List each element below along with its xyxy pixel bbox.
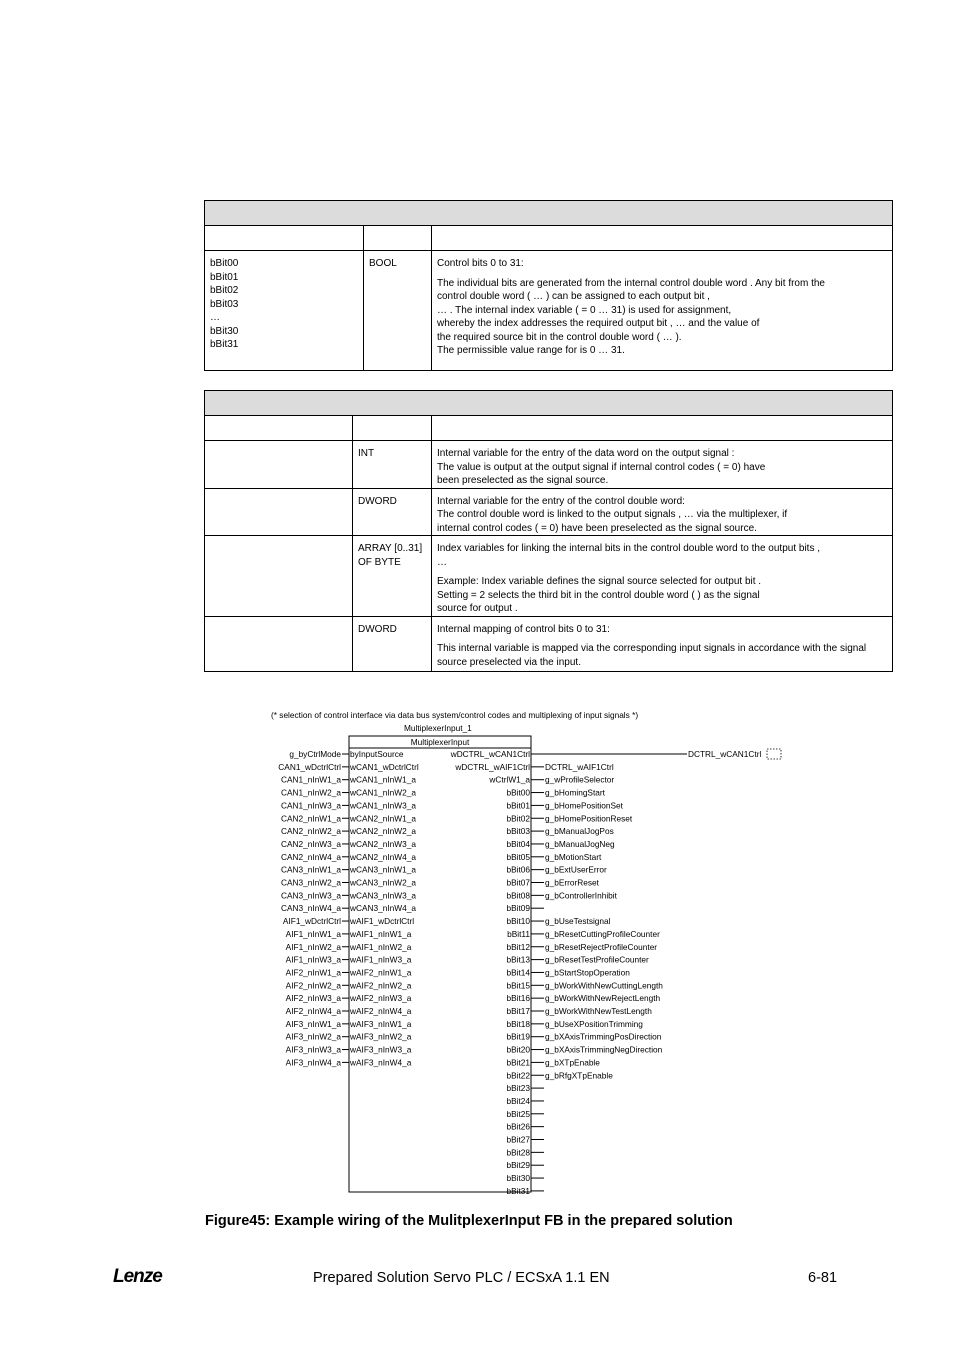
output-signal-label: g_bManualJogNeg bbox=[545, 838, 615, 849]
type-cell: INT bbox=[353, 441, 432, 489]
table-head-cell bbox=[353, 416, 432, 441]
description-cell bbox=[432, 488, 893, 536]
input-signal-label: CAN1_nInW2_a bbox=[281, 787, 341, 798]
output-signal-label: g_bHomingStart bbox=[545, 787, 605, 798]
input-signal-label: CAN2_nInW3_a bbox=[281, 838, 341, 849]
input-pin-label: wCAN3_nInW4_a bbox=[350, 903, 416, 914]
input-signal-label: CAN3_nInW4_a bbox=[281, 903, 341, 914]
desc-line: Index variables for linking the internal bits in the control double word to the output bits , bbox=[437, 543, 821, 554]
bit-name: bBit31 bbox=[210, 339, 239, 350]
desc-line: … bbox=[437, 556, 447, 568]
input-pin-label: wAIF1_nInW2_a bbox=[350, 941, 412, 952]
input-pin-label: wCAN1_nInW2_a bbox=[350, 787, 416, 798]
input-signal-label: CAN2_nInW4_a bbox=[281, 851, 341, 862]
input-pin-label: wCAN1_nInW3_a bbox=[350, 800, 416, 811]
input-signal-label: AIF2_nInW2_a bbox=[285, 980, 341, 991]
output-signal-label: g_bExtUserError bbox=[545, 864, 607, 875]
output-signal-label: g_bResetTestProfileCounter bbox=[545, 954, 649, 965]
input-pin-label: wAIF1_nInW3_a bbox=[350, 954, 412, 965]
output-signal-label: g_wProfileSelector bbox=[545, 774, 615, 785]
output-signal-label: g_bErrorReset bbox=[545, 877, 599, 888]
desc-line: whereby the index addresses the required output bit , … and the value of bbox=[437, 318, 760, 329]
input-pin-label: wCAN2_nInW3_a bbox=[350, 838, 416, 849]
bit-name: bBit03 bbox=[210, 298, 239, 310]
output-connector-box bbox=[767, 749, 781, 759]
table-row bbox=[205, 441, 893, 489]
input-pin-label: wAIF1_nInW1_a bbox=[350, 928, 412, 939]
table-head-cell bbox=[432, 416, 893, 441]
input-pin-label: wAIF2_nInW2_a bbox=[350, 980, 412, 991]
input-signal-label: CAN1_nInW1_a bbox=[281, 774, 341, 785]
type-cell bbox=[353, 536, 432, 617]
diagram-comment: (* selection of control interface via data bus system/control codes and multiplexing of input signals *) bbox=[271, 710, 639, 720]
output-signal-label: DCTRL_wAIF1Ctrl bbox=[545, 761, 614, 772]
output-pin-label: wCtrlW1_a bbox=[489, 774, 530, 785]
output-signal-label: g_bUseXPositionTrimming bbox=[545, 1018, 643, 1029]
desc-line: Internal variable for the entry of the data word on the output signal : bbox=[437, 448, 735, 459]
output-signal-label: g_bXTpEnable bbox=[545, 1057, 600, 1068]
name-cell bbox=[205, 488, 353, 536]
output-pin-label: bBit21 bbox=[506, 1057, 530, 1068]
output-pin-label: bBit27 bbox=[506, 1134, 530, 1145]
input-pin-label: wAIF2_nInW4_a bbox=[350, 1006, 412, 1016]
name-cell bbox=[205, 616, 353, 671]
bit-name: bBit30 bbox=[210, 325, 239, 337]
input-pin-label: wCAN2_nInW2_a bbox=[350, 826, 416, 837]
output-pin-label: bBit05 bbox=[506, 851, 530, 862]
desc-line: The value is output at the output signal if internal control codes ( = 0) have bbox=[437, 461, 766, 473]
input-pin-label: byInputSource bbox=[350, 749, 404, 759]
output-pin-label: wDCTRL_wAIF1Ctrl bbox=[455, 761, 530, 772]
output-pin-label: bBit26 bbox=[506, 1121, 530, 1132]
output-signal-label: g_bResetCuttingProfileCounter bbox=[545, 928, 660, 939]
input-signal-label: AIF2_nInW4_a bbox=[285, 1006, 341, 1016]
input-pin-label: wAIF2_nInW1_a bbox=[350, 967, 412, 978]
input-signal-label: AIF3_nInW4_a bbox=[285, 1057, 341, 1068]
desc-line: Internal mapping of control bits 0 to 31: bbox=[437, 623, 610, 635]
bit-name: … bbox=[210, 312, 220, 323]
desc-line: This internal variable is mapped via the corresponding input signals in accordance with the signal bbox=[437, 643, 867, 654]
output-pin-label: bBit15 bbox=[506, 980, 530, 991]
table-row bbox=[205, 616, 893, 671]
output-pin-label: bBit11 bbox=[507, 928, 530, 939]
outputs-table bbox=[204, 200, 893, 371]
input-pin-label: wCAN1_wDctrlCtrl bbox=[350, 761, 419, 772]
input-signal-label: AIF3_nInW3_a bbox=[285, 1044, 341, 1055]
description-cell bbox=[432, 441, 893, 489]
output-signal-label: g_bXAxisTrimmingPosDirection bbox=[545, 1031, 662, 1042]
output-signal-label: g_bXAxisTrimmingNegDirection bbox=[545, 1044, 663, 1055]
output-signal-label: g_bMotionStart bbox=[545, 851, 602, 862]
desc-line: source for output . bbox=[437, 603, 518, 614]
input-signal-label: CAN3_nInW3_a bbox=[281, 890, 341, 901]
desc-line: The individual bits are generated from the internal control double word . Any bit from the bbox=[437, 277, 825, 289]
input-signal-label: AIF1_nInW1_a bbox=[285, 928, 341, 939]
bit-name: bBit00 bbox=[210, 258, 239, 269]
table-head-cell bbox=[364, 226, 432, 251]
output-signal-label: g_bUseTestsignal bbox=[545, 916, 611, 927]
output-pin-label: bBit07 bbox=[506, 877, 530, 888]
input-signal-label: CAN1_wDctrlCtrl bbox=[278, 761, 341, 772]
type-line: ARRAY [0..31] bbox=[358, 543, 423, 554]
table-head-cell bbox=[205, 226, 364, 251]
name-cell bbox=[205, 536, 353, 617]
input-pin-label: wAIF2_nInW3_a bbox=[350, 993, 412, 1004]
input-pin-label: wCAN2_nInW1_a bbox=[350, 813, 416, 824]
output-pin-label: bBit20 bbox=[506, 1044, 530, 1055]
output-pin-label: bBit08 bbox=[506, 890, 530, 901]
output-signal-label: g_bWorkWithNewCuttingLength bbox=[545, 980, 663, 991]
output-signal-label: g_bRfgXTpEnable bbox=[545, 1070, 613, 1081]
output-pin-label: bBit01 bbox=[506, 800, 530, 811]
output-pin-label: bBit09 bbox=[506, 903, 530, 914]
output-pin-label: bBit18 bbox=[506, 1018, 530, 1029]
desc-line: … . The internal index variable ( = 0 … 31) is used for assignment, bbox=[437, 304, 732, 316]
internal-variables-table bbox=[204, 390, 893, 672]
input-pin-label: wCAN3_nInW2_a bbox=[350, 877, 416, 888]
desc-line: the required source bit in the control double word ( … ). bbox=[437, 331, 682, 343]
output-pin-label: bBit04 bbox=[506, 838, 530, 849]
output-signal-label: g_bStartStopOperation bbox=[545, 967, 630, 978]
block-type: MultiplexerInput bbox=[410, 737, 470, 747]
output-pin-label: bBit28 bbox=[506, 1147, 530, 1158]
table-head-cell bbox=[432, 226, 893, 251]
output-signal-label: g_bControllerInhibit bbox=[545, 890, 617, 901]
output-pin-label: bBit06 bbox=[506, 864, 530, 875]
output-pin-label: bBit14 bbox=[506, 967, 530, 978]
type-line: OF BYTE bbox=[358, 556, 401, 568]
output-signal-label: g_bWorkWithNewTestLength bbox=[545, 1006, 652, 1016]
output-pin-label: bBit13 bbox=[506, 954, 530, 965]
table-title-row bbox=[205, 201, 893, 226]
table-row bbox=[205, 251, 893, 371]
input-pin-label: wAIF3_nInW2_a bbox=[350, 1031, 412, 1042]
footer-title: Prepared Solution Servo PLC / ECSxA 1.1 EN bbox=[313, 1270, 610, 1286]
output-signal-label: g_bHomePositionReset bbox=[545, 813, 633, 824]
desc-line: been preselected as the signal source. bbox=[437, 475, 609, 486]
pin-group bbox=[278, 749, 781, 1196]
desc-line: The control double word is linked to the output signals , … via the multiplexer, if bbox=[437, 509, 788, 520]
output-pin-label: bBit03 bbox=[506, 826, 530, 837]
input-pin-label: wAIF3_nInW3_a bbox=[350, 1044, 412, 1055]
desc-line: Internal variable for the entry of the control double word: bbox=[437, 495, 685, 507]
output-signal-label: g_bResetRejectProfileCounter bbox=[545, 941, 658, 952]
input-pin-label: wCAN3_nInW3_a bbox=[350, 890, 416, 901]
output-signal-label: g_bWorkWithNewRejectLength bbox=[545, 993, 661, 1004]
bit-name: bBit02 bbox=[210, 285, 239, 296]
input-signal-label: CAN3_nInW2_a bbox=[281, 877, 341, 888]
input-signal-label: AIF2_nInW1_a bbox=[285, 967, 341, 978]
bit-names-cell bbox=[205, 251, 364, 371]
name-cell bbox=[205, 441, 353, 489]
desc-line: Setting = 2 selects the third bit in the control double word ( ) as the signal bbox=[437, 589, 760, 601]
input-signal-label: AIF1_nInW2_a bbox=[285, 941, 341, 952]
input-signal-label: CAN2_nInW1_a bbox=[281, 813, 341, 824]
output-pin-label: bBit23 bbox=[506, 1083, 530, 1094]
input-pin-label: wCAN1_nInW1_a bbox=[350, 774, 416, 785]
bit-name: bBit01 bbox=[210, 271, 239, 283]
output-pin-label: bBit17 bbox=[506, 1006, 530, 1016]
output-pin-label: bBit00 bbox=[506, 787, 530, 798]
description-cell bbox=[432, 536, 893, 617]
output-pin-label: bBit12 bbox=[506, 941, 530, 952]
instance-name: MultiplexerInput_1 bbox=[404, 723, 472, 733]
desc-line: The permissible value range for is 0 … 31. bbox=[437, 345, 625, 356]
output-pin-label: bBit02 bbox=[506, 813, 530, 824]
input-pin-label: wCAN2_nInW4_a bbox=[350, 851, 416, 862]
input-signal-label: CAN2_nInW2_a bbox=[281, 826, 341, 837]
input-signal-label: AIF1_nInW3_a bbox=[285, 954, 341, 965]
description-cell bbox=[432, 616, 893, 671]
output-signal-label: DCTRL_wCAN1Ctrl bbox=[688, 749, 762, 759]
type-cell: DWORD bbox=[353, 616, 432, 671]
output-pin-label: bBit16 bbox=[506, 993, 530, 1004]
output-pin-label: bBit19 bbox=[506, 1031, 530, 1042]
figure-caption: Figure45: Example wiring of the MulitplexerInput FB in the prepared solution bbox=[205, 1213, 733, 1229]
input-pin-label: wCAN3_nInW1_a bbox=[350, 864, 416, 875]
output-signal-label: g_bHomePositionSet bbox=[545, 800, 623, 811]
table-row bbox=[205, 536, 893, 617]
desc-line: source preselected via the input. bbox=[437, 656, 581, 668]
desc-line: internal control codes ( = 0) have been preselected as the signal source. bbox=[437, 522, 757, 534]
table-title-row bbox=[205, 391, 893, 416]
type-cell: DWORD bbox=[353, 488, 432, 536]
output-pin-label: bBit30 bbox=[506, 1173, 530, 1184]
input-pin-label: wAIF3_nInW4_a bbox=[350, 1057, 412, 1068]
input-pin-label: wAIF3_nInW1_a bbox=[350, 1018, 412, 1029]
input-signal-label: AIF2_nInW3_a bbox=[285, 993, 341, 1004]
input-signal-label: CAN1_nInW3_a bbox=[281, 800, 341, 811]
output-signal-label: g_bManualJogPos bbox=[545, 826, 614, 837]
input-signal-label: AIF3_nInW2_a bbox=[285, 1031, 341, 1042]
type-cell: BOOL bbox=[364, 251, 432, 371]
table-row bbox=[205, 488, 893, 536]
output-pin-label: bBit24 bbox=[506, 1095, 530, 1106]
output-pin-label: bBit31 bbox=[506, 1185, 530, 1196]
desc-line: control double word ( … ) can be assigned to each output bit , bbox=[437, 291, 710, 302]
output-pin-label: bBit25 bbox=[506, 1108, 530, 1119]
page-number: 6-81 bbox=[808, 1270, 838, 1286]
output-pin-label: bBit22 bbox=[506, 1070, 530, 1081]
input-signal-label: AIF3_nInW1_a bbox=[285, 1018, 341, 1029]
input-pin-label: wAIF1_wDctrlCtrl bbox=[350, 916, 415, 927]
output-pin-label: wDCTRL_wCAN1Ctrl bbox=[450, 749, 530, 759]
description-cell bbox=[432, 251, 893, 371]
input-signal-label: CAN3_nInW1_a bbox=[281, 864, 341, 875]
multiplexer-input-diagram bbox=[268, 706, 788, 1196]
desc-line: Example: Index variable defines the signal source selected for output bit . bbox=[437, 576, 762, 587]
desc-line: Control bits 0 to 31: bbox=[437, 258, 524, 269]
table-head-cell bbox=[205, 416, 353, 441]
output-pin-label: bBit29 bbox=[506, 1160, 530, 1171]
output-pin-label: bBit10 bbox=[506, 916, 530, 927]
lenze-logo: Lenze bbox=[113, 1266, 162, 1287]
input-signal-label: g_byCtrlMode bbox=[289, 749, 341, 759]
input-signal-label: AIF1_wDctrlCtrl bbox=[282, 916, 341, 927]
